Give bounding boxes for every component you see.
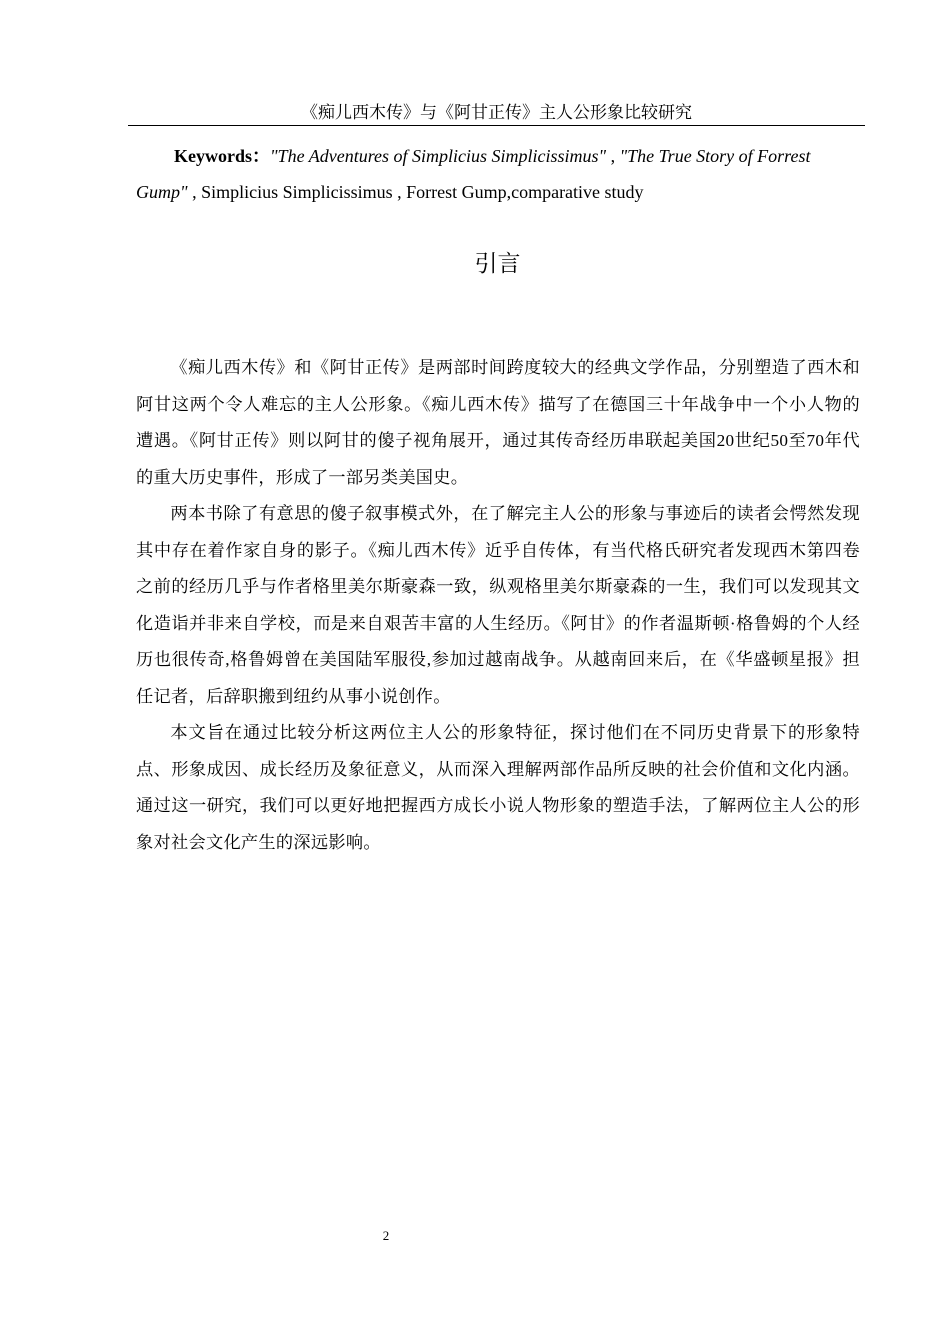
- keywords-label: Keywords：: [174, 146, 270, 166]
- keyword-rest: , Simplicius Simplicissimus , Forrest Gump,comparative study: [187, 182, 644, 202]
- page-number: 2: [382, 1228, 390, 1243]
- paragraph: 《痴儿西木传》和《阿甘正传》是两部时间跨度较大的经典文学作品，分别塑造了西木和阿甘这两个令人难忘的主人公形象。《痴儿西木传》描写了在德国三十年战争中一个小人物的遭遇。《阿甘正传》则以阿甘的傻子视角展开，通过其传奇经历串联起美国20世纪50至70年代的重大历史事件，形成了一部另类美国史。: [136, 358, 860, 487]
- keyword-1: "The Adventures of Simplicius Simplicissimus": [270, 146, 607, 166]
- keywords-block: [136, 138, 858, 210]
- keyword-2: "The True Story of Forrest Gump": [136, 146, 811, 202]
- paragraph: 本文旨在通过比较分析这两位主人公的形象特征，探讨他们在不同历史背景下的形象特点、形象成因、成长经历及象征意义，从而深入理解两部作品所反映的社会价值和文化内涵。通过这一研究，我们可以更好地把握西方成长小说人物形象的塑造手法，了解两位主人公的形象对社会文化产生的深远影响。: [136, 723, 860, 852]
- body-text: [136, 350, 860, 861]
- keyword-separator: ,: [606, 146, 620, 166]
- running-header: 《痴儿西木传》与《阿甘正传》主人公形象比较研究: [301, 103, 692, 122]
- header-divider: [128, 125, 865, 126]
- paragraph: 两本书除了有意思的傻子叙事模式外，在了解完主人公的形象与事迹后的读者会愕然发现其中存在着作家自身的影子。《痴儿西木传》近乎自传体，有当代格氏研究者发现西木第四卷之前的经历几乎与作者格里美尔斯豪森一致，纵观格里美尔斯豪森的一生，我们可以发现其文化造诣并非来自学校，而是来自艰苦丰富的人生经历。《阿甘》的作者温斯顿·格鲁姆的个人经历也很传奇,格鲁姆曾在美国陆军服役,参加过越南战争。从越南回来后，在《华盛顿星报》担任记者，后辞职搬到纽约从事小说创作。: [136, 504, 860, 706]
- section-title: 引言: [474, 251, 521, 277]
